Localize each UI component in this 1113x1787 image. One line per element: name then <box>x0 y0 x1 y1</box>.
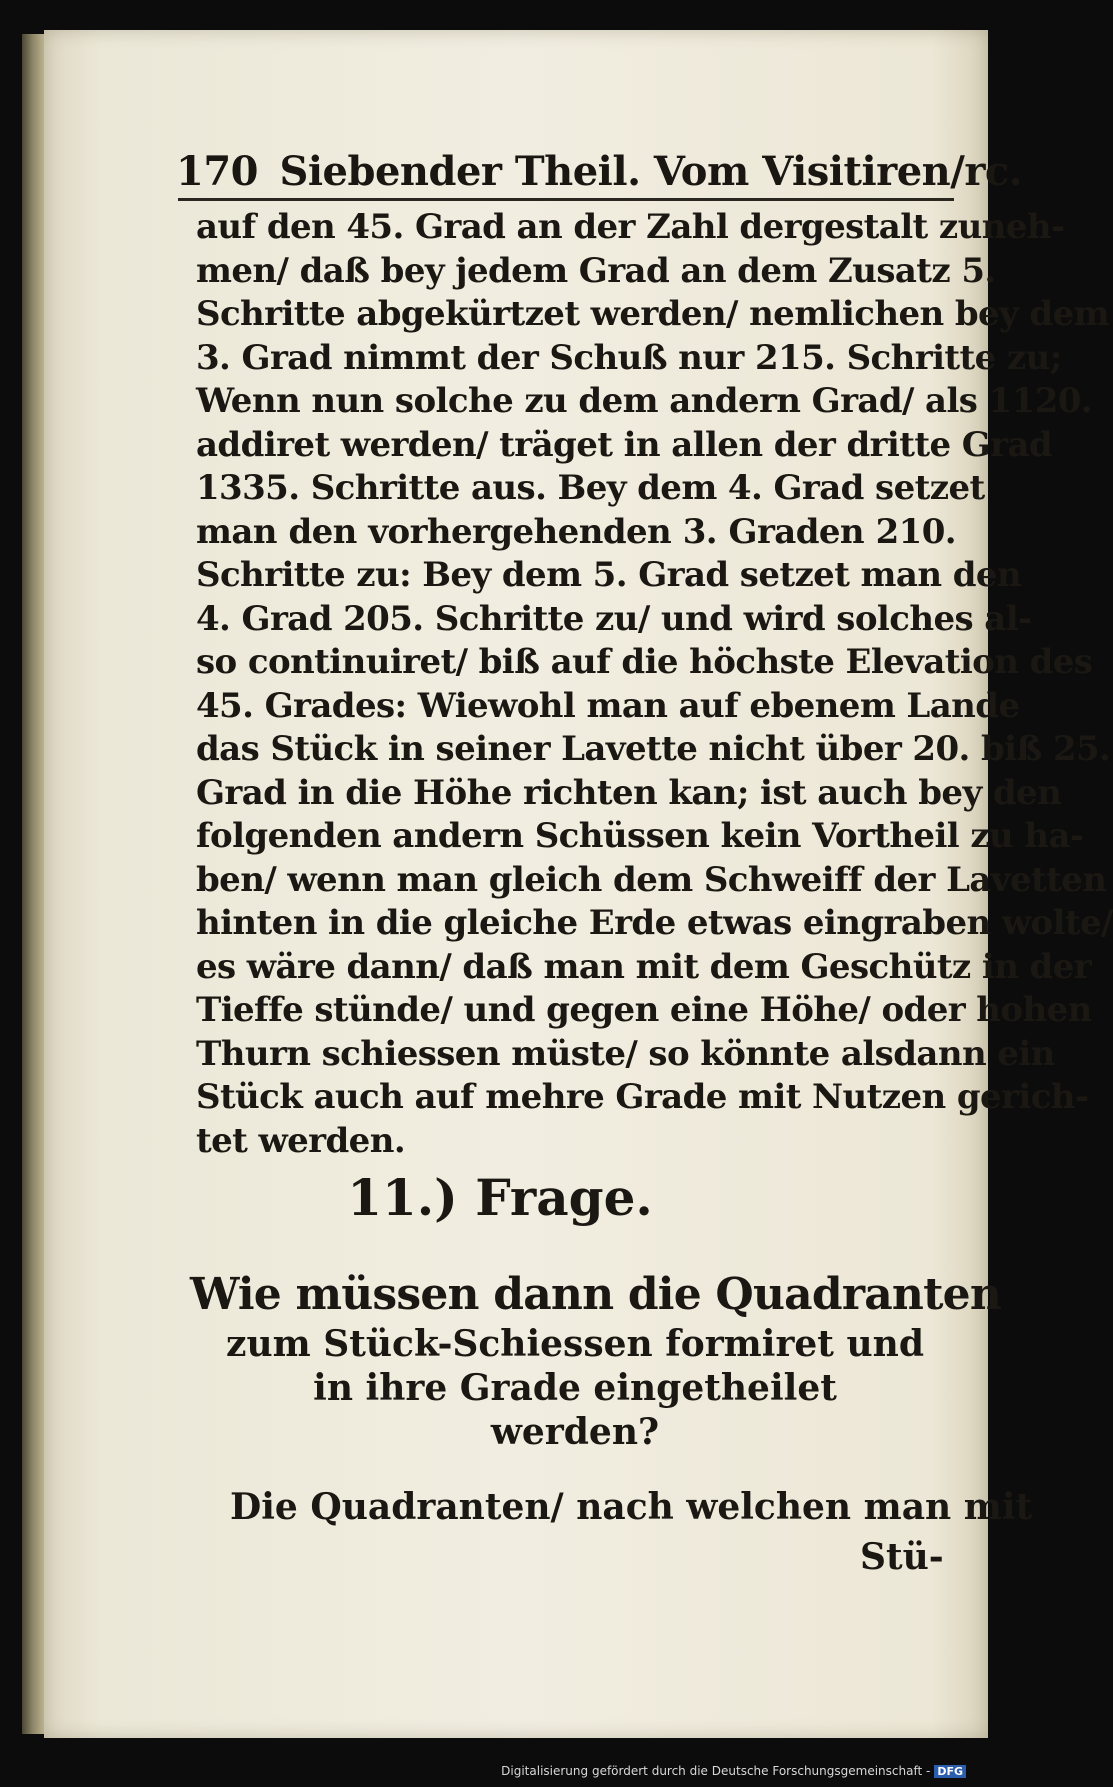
text-line: Thurn schiessen müste/ so könnte alsdann ein <box>196 1033 1055 1074</box>
credit-text: Digitalisierung gefördert durch die Deutsche Forschungsgemeinschaft - <box>501 1764 931 1778</box>
text-line: Tieffe stünde/ und gegen eine Höhe/ oder hohen <box>196 990 1092 1030</box>
dfg-logo: DFG <box>934 1765 966 1778</box>
text-line: 1335. Schritte aus. Bey dem 4. Grad setzet <box>196 468 985 508</box>
text-line: Wenn nun solche zu dem andern Grad/ als 1120. <box>196 381 1093 421</box>
header-rule <box>178 198 954 201</box>
text-line: Schritte abgekürtzet werden/ nemlichen bey dem <box>196 294 1110 334</box>
text-line: auf den 45. Grad an der Zahl dergestalt zuneh- <box>196 207 1065 247</box>
text-line: so continuiret/ biß auf die höchste Elevation des <box>196 642 1093 682</box>
text-line: man den vorhergehenden 3. Graden 210. <box>196 511 956 552</box>
text-line: es wäre dann/ daß man mit dem Geschütz in der <box>196 946 1092 987</box>
page-number: 170 <box>176 148 258 195</box>
text-line: addiret werden/ träget in allen der dritte Grad <box>196 424 1053 465</box>
text-line: tet werden. <box>196 1120 406 1161</box>
text-line: folgenden andern Schüssen kein Vortheil zu ha- <box>196 816 1084 856</box>
text-line: 45. Grades: Wiewohl man auf ebenem Lande <box>196 685 1020 726</box>
text-line: 3. Grad nimmt der Schuß nur 215. Schritte zu; <box>196 337 1062 378</box>
text-line: Stück auch auf mehre Grade mit Nutzen gerich- <box>196 1077 1089 1117</box>
text-line: Grad in die Höhe richten kan; ist auch bey den <box>196 772 1062 813</box>
question-number: 11.) <box>347 1168 458 1227</box>
answer-first-line: Die Quadranten/ nach welchen man mit <box>230 1486 1033 1528</box>
digitization-credit <box>501 1764 966 1778</box>
question-word: Frage. <box>475 1168 653 1227</box>
question-text <box>190 1268 1002 1454</box>
text-line: men/ daß bey jedem Grad an dem Zusatz 5. <box>196 250 996 291</box>
question-line: werden? <box>490 1411 660 1453</box>
text-line: 4. Grad 205. Schritte zu/ und wird solches al- <box>196 598 1032 639</box>
question-line: Wie müssen dann die Quadranten <box>190 1269 1002 1320</box>
text-line: das Stück in seiner Lavette nicht über 20. biß 25. <box>196 729 1111 769</box>
running-title: Siebender Theil. Vom Visitiren/rc. <box>279 148 1023 195</box>
question-line: in ihre Grade eingetheilet <box>313 1367 837 1409</box>
text-line: Schritte zu: Bey dem 5. Grad setzet man den <box>196 555 1022 595</box>
text-line: hinten in die gleiche Erde etwas eingraben wolte/ <box>196 903 1113 943</box>
body-paragraph <box>196 206 1113 1163</box>
question-line: zum Stück-Schiessen formiret und <box>226 1323 924 1365</box>
running-header <box>176 148 1023 195</box>
text-line: ben/ wenn man gleich dem Schweiff der Lavetten <box>196 859 1107 900</box>
question-heading <box>0 1168 1000 1227</box>
catchword: Stü- <box>860 1536 944 1578</box>
